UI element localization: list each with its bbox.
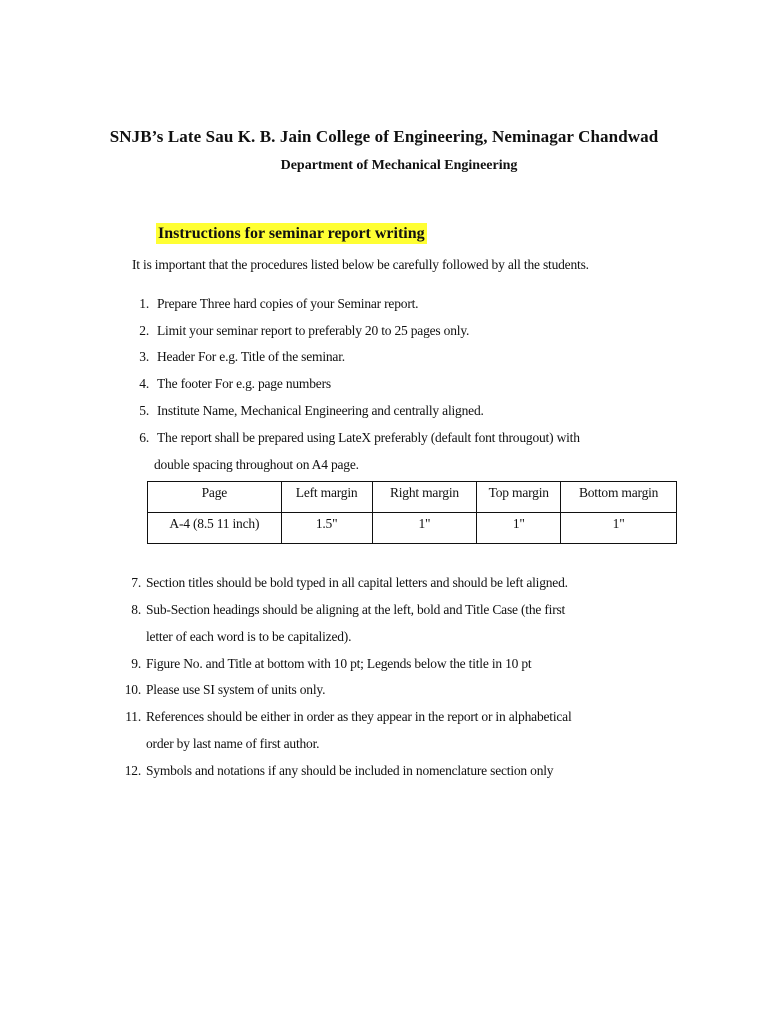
table-header-cell: Left margin [281, 482, 372, 513]
table-header-row [148, 482, 677, 513]
list-number: 2. [139, 323, 149, 338]
list-number: 7. [131, 575, 141, 590]
table-header-cell: Right margin [372, 482, 477, 513]
margins-table [147, 481, 677, 544]
department-name: Department of Mechanical Engineering [280, 158, 518, 173]
list-text: The report shall be prepared using LateX preferably (default font througout) with [157, 430, 580, 445]
table-header-cell: Top margin [477, 482, 561, 513]
list-text: Limit your seminar report to preferably 20 to 25 pages only. [157, 323, 470, 338]
list-number: 1. [139, 296, 149, 311]
list-number: 11. [125, 709, 141, 724]
list-number: 10. [124, 682, 141, 697]
list-number: 12. [124, 763, 141, 778]
list-number: 3. [139, 349, 149, 364]
intro-text: It is important that the procedures listed below be carefully followed by all the students. [132, 257, 589, 272]
list-number: 8. [131, 602, 141, 617]
list-text: Header For e.g. Title of the seminar. [157, 349, 345, 364]
list-text: Prepare Three hard copies of your Seminar report. [157, 296, 419, 311]
list-number: 6. [139, 430, 149, 445]
list-text: The footer For e.g. page numbers [157, 376, 331, 391]
list-text: Symbols and notations if any should be included in nomenclature section only [146, 763, 554, 778]
table-cell: 1" [372, 513, 477, 544]
list-text: double spacing throughout on A4 page. [154, 457, 359, 472]
table-cell: 1.5" [281, 513, 372, 544]
instructions-title: Instructions for seminar report writing [158, 225, 425, 242]
list-text: Sub-Section headings should be aligning at the left, bold and Title Case (the first [146, 602, 566, 617]
table-header-cell: Bottom margin [561, 482, 677, 513]
table-cell: A-4 (8.5 11 inch) [148, 513, 282, 544]
list-number: 5. [139, 403, 149, 418]
list-text: Section titles should be bold typed in all capital letters and should be left aligned. [146, 575, 568, 590]
list-text: References should be either in order as they appear in the report or in alphabetical [146, 709, 572, 724]
table-row [148, 513, 677, 544]
list-text: Figure No. and Title at bottom with 10 pt; Legends below the title in 10 pt [146, 656, 532, 671]
list-text: order by last name of first author. [146, 736, 320, 751]
list-number: 9. [131, 656, 141, 671]
table-header-cell: Page [148, 482, 282, 513]
list-text: Please use SI system of units only. [146, 682, 326, 697]
college-name: SNJB’s Late Sau K. B. Jain College of Engineering, Neminagar Chandwad [109, 127, 659, 146]
list-text: letter of each word is to be capitalized). [146, 629, 352, 644]
list-number: 4. [139, 376, 149, 391]
list-text: Institute Name, Mechanical Engineering and centrally aligned. [157, 403, 484, 418]
table-cell: 1" [561, 513, 677, 544]
table-cell: 1" [477, 513, 561, 544]
